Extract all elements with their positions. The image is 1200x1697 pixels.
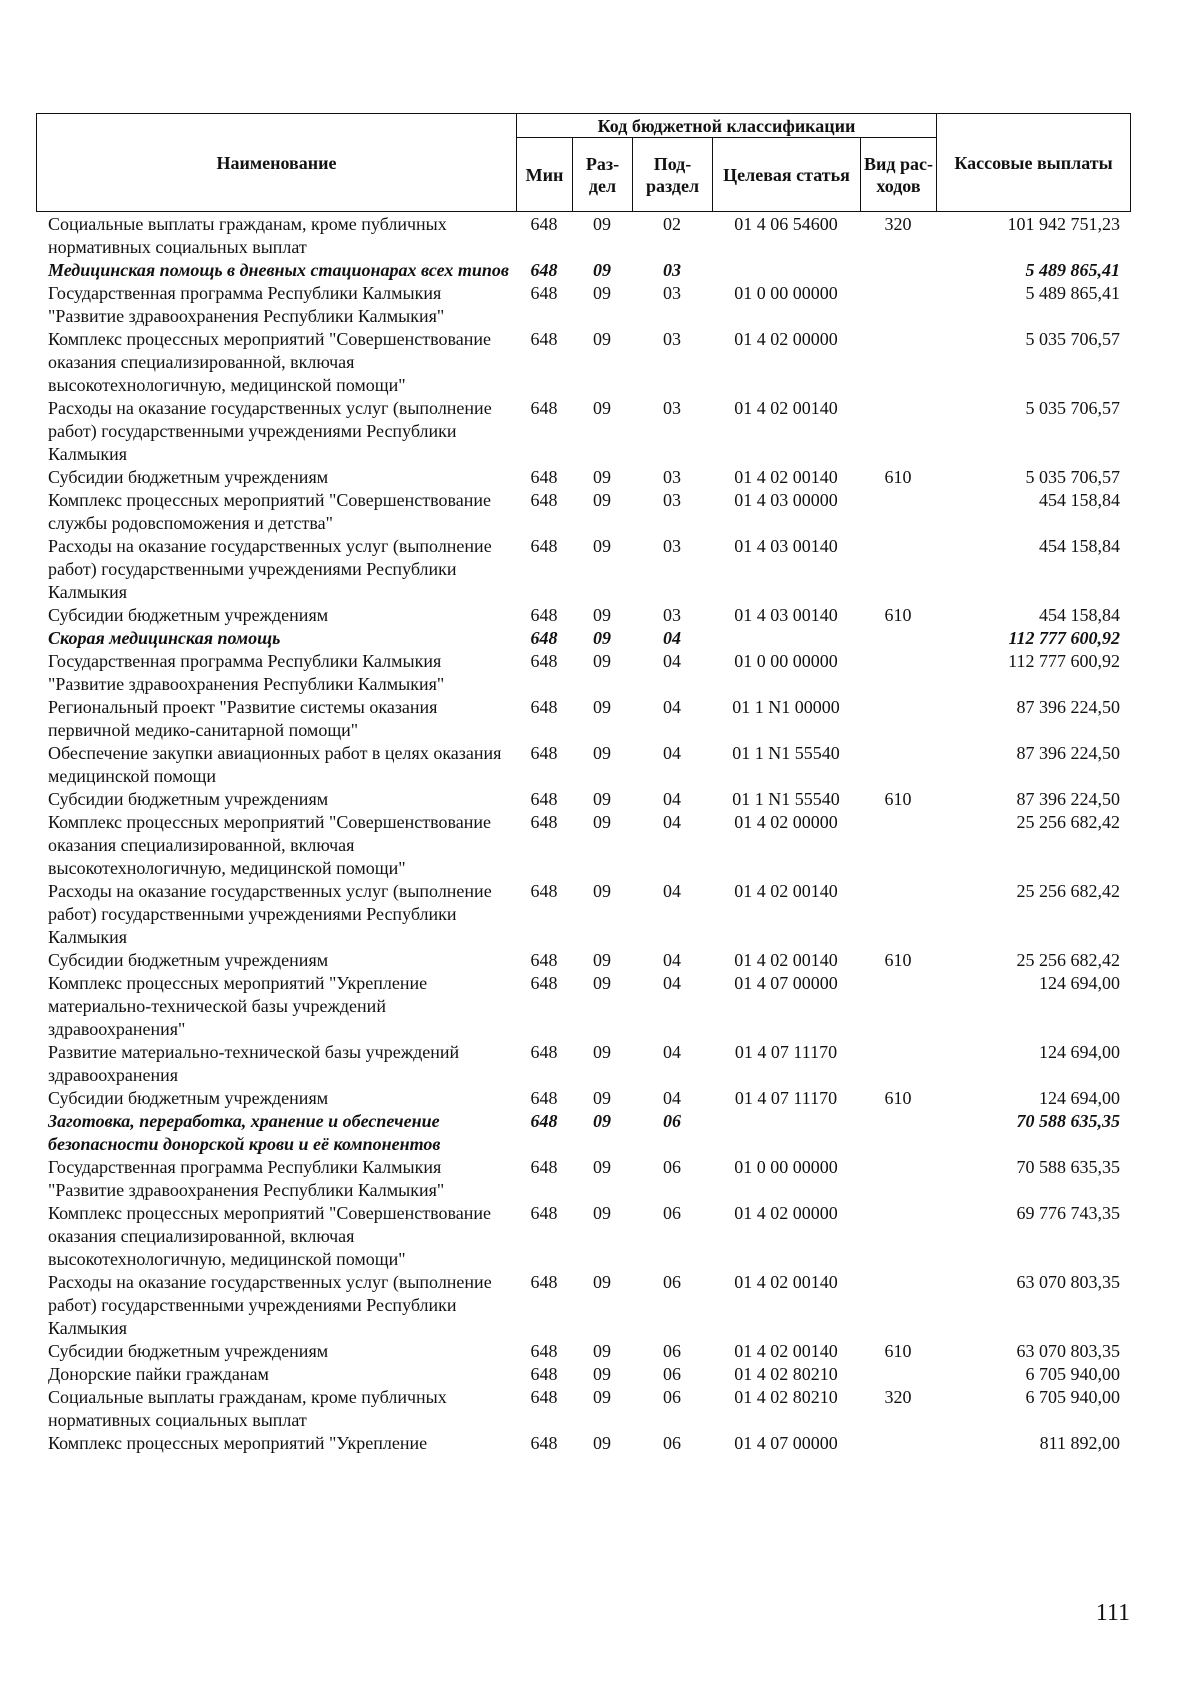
row-target: 01 1 N1 55540 [732,789,840,809]
row-kind [860,650,936,696]
table-row [36,650,1130,696]
row-amount: 5 489 865,41 [1025,260,1120,280]
row-subsection: 04 [663,812,681,832]
row-kind [860,1156,936,1202]
row-subsection: 03 [663,490,681,510]
row-amount: 454 158,84 [1039,605,1120,625]
row-kind: 320 [884,1387,912,1407]
row-kind: 610 [884,789,912,809]
row-amount: 6 705 940,00 [1025,1364,1120,1384]
row-min: 648 [530,329,558,349]
row-amount: 124 694,00 [1039,1042,1120,1062]
row-section: 09 [593,605,611,625]
row-min: 648 [530,628,558,648]
row-subsection: 03 [663,329,681,349]
row-name: Субсидии бюджетным учреждениям [48,1088,329,1108]
row-subsection: 06 [663,1433,681,1453]
row-amount: 5 035 706,57 [1025,398,1120,418]
row-min: 648 [530,214,558,234]
row-min: 648 [530,398,558,418]
row-min: 648 [530,697,558,717]
row-name: Государственная программа Республики Калмыкия "Развитие здравоохранения Республики Калмыкия" [48,1157,445,1200]
row-min: 648 [530,536,558,556]
row-name: Государственная программа Республики Калмыкия "Развитие здравоохранения Республики Калмыкия" [48,283,445,326]
row-amount: 112 777 600,92 [1008,628,1120,648]
row-target: 01 4 03 00140 [734,536,838,556]
row-section: 09 [593,467,611,487]
row-section: 09 [593,812,611,832]
row-target: 01 4 02 00140 [734,1272,838,1292]
row-min: 648 [530,283,558,303]
table-row [36,535,1130,604]
table-row [36,627,1130,650]
row-target: 01 4 02 00140 [734,950,838,970]
row-min: 648 [530,950,558,970]
table-row [36,1202,1130,1271]
table-row [36,1087,1130,1110]
row-name: Расходы на оказание государственных услуг (выполнение работ) государственными учреждениями Республики Калмыкия [48,398,492,464]
header-name: Наименование [37,114,517,212]
row-subsection: 04 [663,881,681,901]
row-min: 648 [530,743,558,763]
row-subsection: 03 [663,398,681,418]
row-kind [860,880,936,949]
row-amount: 70 588 635,35 [1016,1111,1120,1131]
header-min: Мин [517,138,573,212]
row-subsection: 06 [663,1341,681,1361]
row-section: 09 [593,214,611,234]
table-row [36,696,1130,742]
row-subsection: 06 [663,1272,681,1292]
row-name: Донорские пайки гражданам [48,1364,269,1384]
row-target: 01 4 02 80210 [734,1364,838,1384]
row-name: Скорая медицинская помощь [48,628,281,648]
row-min: 648 [530,881,558,901]
row-target: 01 1 N1 55540 [732,743,840,763]
row-min: 648 [530,1042,558,1062]
table-body [36,213,1130,1455]
row-section: 09 [593,1157,611,1177]
row-amount: 87 396 224,50 [1016,697,1120,717]
table-row [36,466,1130,489]
row-section: 09 [593,1387,611,1407]
row-subsection: 06 [663,1364,681,1384]
row-target: 01 4 02 00140 [734,398,838,418]
row-amount: 69 776 743,35 [1016,1203,1120,1223]
row-kind [860,627,936,650]
row-amount: 5 035 706,57 [1025,329,1120,349]
row-target: 01 1 N1 00000 [732,697,840,717]
row-section: 09 [593,1341,611,1361]
row-name: Комплекс процессных мероприятий "Совершенствование оказания специализированной, включая высокотехнологичную, медицинской помощи" [48,812,491,878]
row-subsection: 03 [663,260,681,280]
header-subsection: Под- раздел [633,138,713,212]
row-target: 01 0 00 00000 [734,651,838,671]
row-name: Региональный проект "Развитие системы оказания первичной медико-санитарной помощи" [48,697,438,740]
row-subsection: 04 [663,651,681,671]
row-amount: 124 694,00 [1039,973,1120,993]
row-min: 648 [530,812,558,832]
row-target: 01 4 06 54600 [734,214,838,234]
row-subsection: 04 [663,628,681,648]
row-section: 09 [593,973,611,993]
table-row [36,1271,1130,1340]
row-min: 648 [530,1157,558,1177]
row-min: 648 [530,1433,558,1453]
table-row [36,1156,1130,1202]
row-min: 648 [530,1088,558,1108]
row-section: 09 [593,283,611,303]
row-min: 648 [530,789,558,809]
header-section: Раз- дел [573,138,633,212]
row-min: 648 [530,973,558,993]
row-section: 09 [593,1272,611,1292]
row-section: 09 [593,1042,611,1062]
row-kind: 610 [884,605,912,625]
row-min: 648 [530,651,558,671]
row-amount: 63 070 803,35 [1016,1341,1120,1361]
row-kind [860,535,936,604]
row-subsection: 04 [663,950,681,970]
table-row [36,1386,1130,1432]
row-section: 09 [593,789,611,809]
row-name: Расходы на оказание государственных услуг (выполнение работ) государственными учреждениями Республики Калмыкия [48,1272,492,1338]
row-subsection: 04 [663,743,681,763]
row-subsection: 04 [663,973,681,993]
row-section: 09 [593,398,611,418]
row-amount: 25 256 682,42 [1016,812,1120,832]
row-section: 09 [593,1203,611,1223]
row-min: 648 [530,1341,558,1361]
row-min: 648 [530,467,558,487]
table-row [36,949,1130,972]
row-kind [860,328,936,397]
row-subsection: 04 [663,1042,681,1062]
row-target: 01 4 02 00000 [734,1203,838,1223]
row-section: 09 [593,1111,611,1131]
row-section: 09 [593,628,611,648]
row-target [712,1110,860,1156]
table-row [36,489,1130,535]
row-subsection: 04 [663,1088,681,1108]
row-name: Заготовка, переработка, хранение и обеспечение безопасности донорской крови и её компонентов [48,1111,441,1154]
page-number: 111 [1095,1600,1130,1626]
table-row [36,742,1130,788]
row-subsection: 06 [663,1387,681,1407]
row-name: Комплекс процессных мероприятий "Совершенствование службы родовспоможения и детства" [48,490,491,533]
row-kind [860,397,936,466]
table-row [36,282,1130,328]
row-target: 01 4 03 00000 [734,490,838,510]
row-target [712,627,860,650]
row-target: 01 4 07 00000 [734,973,838,993]
row-amount: 6 705 940,00 [1025,1387,1120,1407]
row-amount: 5 489 865,41 [1025,283,1120,303]
row-amount: 63 070 803,35 [1016,1272,1120,1292]
row-min: 648 [530,605,558,625]
row-kind [860,489,936,535]
row-amount: 87 396 224,50 [1016,743,1120,763]
row-kind [860,259,936,282]
row-name: Комплекс процессных мероприятий "Совершенствование оказания специализированной, включая высокотехнологичную, медицинской помощи" [48,329,491,395]
table-row [36,259,1130,282]
row-target: 01 4 02 00140 [734,467,838,487]
row-kind: 610 [884,950,912,970]
row-section: 09 [593,950,611,970]
header-amount: Кассовые выплаты [937,114,1131,212]
row-min: 648 [530,1364,558,1384]
table-row [36,788,1130,811]
table-header [36,113,1131,212]
row-target: 01 0 00 00000 [734,283,838,303]
header-kind: Вид рас- ходов [861,138,937,212]
row-min: 648 [530,1387,558,1407]
table-row [36,1363,1130,1386]
row-target: 01 0 00 00000 [734,1157,838,1177]
row-target: 01 4 02 00000 [734,812,838,832]
row-subsection: 03 [663,536,681,556]
row-target: 01 4 07 11170 [734,1042,838,1062]
row-amount: 25 256 682,42 [1016,950,1120,970]
row-kind [860,1363,936,1386]
row-subsection: 03 [663,605,681,625]
row-subsection: 06 [663,1157,681,1177]
row-target: 01 4 02 00140 [734,881,838,901]
row-name: Расходы на оказание государственных услуг (выполнение работ) государственными учреждениями Республики Калмыкия [48,881,492,947]
row-target: 01 4 02 80210 [734,1387,838,1407]
row-kind [860,1271,936,1340]
row-section: 09 [593,743,611,763]
row-kind [860,1110,936,1156]
table-row [36,397,1130,466]
row-section: 09 [593,881,611,901]
row-section: 09 [593,1088,611,1108]
row-subsection: 02 [663,214,681,234]
row-target: 01 4 03 00140 [734,605,838,625]
row-kind [860,696,936,742]
row-name: Субсидии бюджетным учреждениям [48,789,329,809]
row-name: Субсидии бюджетным учреждениям [48,467,329,487]
row-amount: 70 588 635,35 [1016,1157,1120,1177]
table-row [36,880,1130,949]
row-min: 648 [530,1203,558,1223]
row-min: 648 [530,490,558,510]
row-target: 01 4 07 11170 [734,1088,838,1108]
row-kind [860,972,936,1041]
row-section: 09 [593,536,611,556]
row-name: Социальные выплаты гражданам, кроме публичных нормативных социальных выплат [48,1387,447,1430]
row-amount: 25 256 682,42 [1016,881,1120,901]
row-name: Социальные выплаты гражданам, кроме публичных нормативных социальных выплат [48,214,447,257]
row-name: Развитие материально-технической базы учреждений здравоохранения [48,1042,460,1085]
row-kind [860,811,936,880]
row-name: Комплекс процессных мероприятий "Совершенствование оказания специализированной, включая высокотехнологичную, медицинской помощи" [48,1203,491,1269]
header-code-group: Код бюджетной классификации [517,114,937,138]
row-amount: 454 158,84 [1039,536,1120,556]
row-kind: 610 [884,1088,912,1108]
row-subsection: 06 [663,1203,681,1223]
row-kind [860,1432,936,1455]
row-section: 09 [593,329,611,349]
row-subsection: 03 [663,283,681,303]
row-subsection: 06 [663,1111,681,1131]
table-row [36,811,1130,880]
row-name: Комплекс процессных мероприятий "Укрепление [48,1433,428,1453]
row-section: 09 [593,260,611,280]
row-subsection: 03 [663,467,681,487]
table-row [36,1110,1130,1156]
row-section: 09 [593,651,611,671]
row-kind: 320 [884,214,912,234]
row-min: 648 [530,1111,558,1131]
row-kind: 610 [884,1341,912,1361]
row-kind [860,742,936,788]
row-name: Комплекс процессных мероприятий "Укрепление материально-технической базы учреждений здравоохранения" [48,973,428,1039]
row-target: 01 4 02 00000 [734,329,838,349]
row-section: 09 [593,1433,611,1453]
row-amount: 124 694,00 [1039,1088,1120,1108]
row-amount: 811 892,00 [1039,1433,1120,1453]
header-target: Целевая статья [713,138,861,212]
row-kind [860,282,936,328]
row-name: Обеспечение закупки авиационных работ в целях оказания медицинской помощи [48,743,502,786]
table-row [36,604,1130,627]
table-row [36,1340,1130,1363]
row-kind [860,1202,936,1271]
table-row [36,328,1130,397]
row-name: Медицинская помощь в дневных стационарах всех типов [48,260,509,280]
row-name: Субсидии бюджетным учреждениям [48,950,329,970]
row-name: Расходы на оказание государственных услуг (выполнение работ) государственными учреждениями Республики Калмыкия [48,536,492,602]
row-subsection: 04 [663,789,681,809]
row-section: 09 [593,1364,611,1384]
row-min: 648 [530,1272,558,1292]
row-amount: 454 158,84 [1039,490,1120,510]
row-amount: 112 777 600,92 [1008,651,1120,671]
row-section: 09 [593,490,611,510]
row-kind: 610 [884,467,912,487]
table-row [36,1041,1130,1087]
table-row [36,213,1130,259]
row-target: 01 4 07 00000 [734,1433,838,1453]
row-amount: 5 035 706,57 [1025,467,1120,487]
row-subsection: 04 [663,697,681,717]
row-kind [860,1041,936,1087]
row-section: 09 [593,697,611,717]
row-min: 648 [530,260,558,280]
row-target [712,259,860,282]
table-row [36,1432,1130,1455]
row-name: Субсидии бюджетным учреждениям [48,1341,329,1361]
row-name: Субсидии бюджетным учреждениям [48,605,329,625]
row-name: Государственная программа Республики Калмыкия "Развитие здравоохранения Республики Калмыкия" [48,651,445,694]
row-target: 01 4 02 00140 [734,1341,838,1361]
table-row [36,972,1130,1041]
row-amount: 87 396 224,50 [1016,789,1120,809]
row-amount: 101 942 751,23 [1007,214,1120,234]
